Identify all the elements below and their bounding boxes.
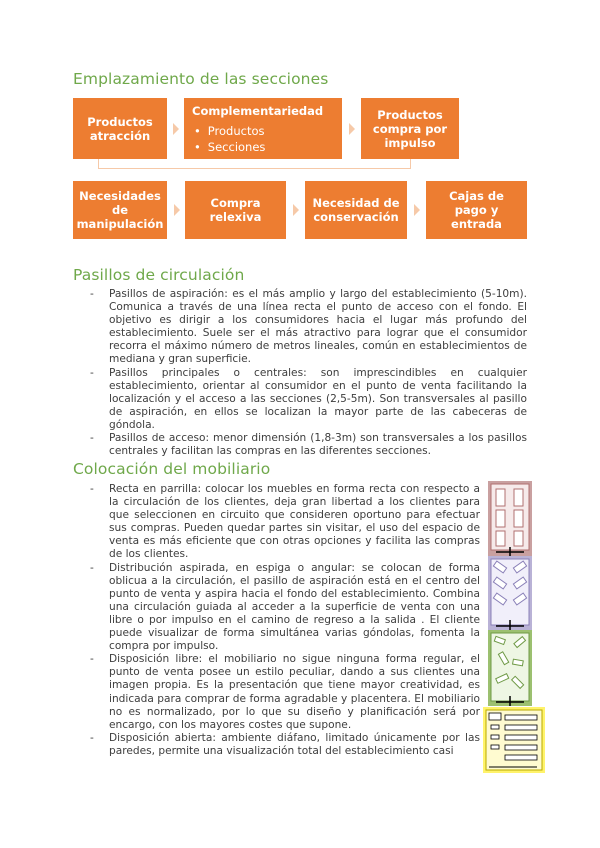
heading-pasillos: Pasillos de circulación	[73, 266, 245, 284]
store-layout-angular-icon	[488, 556, 532, 630]
flow-box-compra-relexiva	[185, 181, 286, 239]
list-item-text: Disposición abierta: ambiente diáfano, limitado únicamente por las paredes, permite una visualización total del establecimiento casi	[109, 731, 480, 757]
store-layout-open-icon	[483, 707, 545, 773]
store-layout-grid-icon	[488, 481, 532, 556]
list-dash: -	[90, 561, 94, 574]
list-item	[90, 367, 527, 432]
flow-box-label: Productos compra por impulso	[372, 107, 448, 150]
list-item-text: Distribución aspirada, en espiga o angular: se colocan de forma oblicua a la circulación, el pasillo de aspiración está en el centro del punto de venta y aspira hacia el fondo del establecimiento. Combina una circulación guiada al acceder a la superficie de venta con una libre o por impulso en el camino de regreso a la salida . El cliente puede visualizar de forma simultánea varias góndolas, fomenta la compra por impulso.	[109, 561, 480, 653]
flow-box-productos-atraccion	[73, 98, 167, 159]
flow-arrow	[349, 123, 355, 135]
list-item	[90, 732, 480, 758]
flow-arrow	[173, 123, 179, 135]
flow-box-label: Necesidades de manipulación	[76, 189, 164, 231]
list-dash: -	[90, 432, 94, 445]
flow-arrow	[414, 204, 420, 216]
flow-arrow	[174, 204, 180, 216]
flow-box-manipulacion	[73, 181, 167, 239]
list-item	[90, 483, 480, 562]
flow-connector	[98, 159, 411, 169]
list-item-text: Pasillos principales o centrales: son imprescindibles en cualquier establecimiento, orientar al consumidor en el punto de venta facilitando la localización y el acceso a las secciones (2,5-5m). Son transversales al pasillo de aspiración, en ellos se localizan la mayor parte de las cabeceras de góndola.	[109, 366, 527, 431]
list-item	[90, 288, 527, 367]
flow-box-label: Necesidad de conservación	[312, 196, 400, 224]
flow-box-bullet: • Productos	[192, 124, 334, 138]
list-item	[90, 432, 527, 458]
list-dash: -	[90, 366, 94, 379]
pasillos-list	[90, 288, 527, 458]
list-dash: -	[90, 731, 94, 744]
flow-box-complementariedad	[184, 98, 342, 159]
mobiliario-list	[90, 483, 480, 758]
flow-box-label: Productos atracción	[87, 114, 153, 143]
list-item-text: Disposición libre: el mobiliario no sigue ninguna forma regular, el punto de venta posee un estilo peculiar, dando a sus clientes una imagen propia. Es la presentación que tiene mayor creatividad, es indicada para comprar de forma agradable y placentera. El mobiliario no es normalizado, por lo que su diseño y planificación será por encargo, con los mayores costes que supone.	[109, 653, 480, 731]
flow-arrow	[293, 204, 299, 216]
list-dash: -	[90, 288, 94, 300]
flow-box-compra-impulso	[361, 98, 459, 159]
flow-box-cajas	[426, 181, 527, 239]
list-item-text: Pasillos de acceso: menor dimensión (1,8-3m) son transversales a los pasillos centrales y facilitan las compras en las diferentes secciones.	[109, 432, 527, 458]
list-item	[90, 562, 480, 654]
list-dash: -	[90, 483, 94, 495]
heading-colocacion: Colocación del mobiliario	[73, 460, 271, 478]
flow-box-label: Compra relexiva	[209, 196, 262, 224]
flow-box-conservacion	[305, 181, 407, 239]
list-item	[90, 653, 480, 732]
list-item-text: Pasillos de aspiración: es el más amplio y largo del establecimiento (5-10m). Comunica a través de una línea recta el punto de acceso con el fondo. El objetivo es dirigir a los consumidores hacia el lugar más profundo del establecimiento. Suele ser el más atractivo para lograr que el consumidor recorra el máximo número de metros lineales, común en establecimientos de mediana y gran superficie.	[109, 288, 527, 366]
flow-box-title: Complementariedad	[192, 104, 324, 118]
store-layout-free-icon	[488, 630, 532, 706]
flow-box-label: Cajas de pago y entrada	[449, 189, 504, 231]
heading-emplazamiento: Emplazamiento de las secciones	[73, 70, 329, 88]
list-dash: -	[90, 653, 94, 666]
list-item-text: Recta en parrilla: colocar los muebles en forma recta con respecto a la circulación de los clientes, deja gran libertad a los clientes para que seleccionen en circuito que consideren oportuno para efectuar sus compras. Pueden quedar partes sin visitar, el uso del espacio de venta es más eficiente que con otras opciones y facilita las compras de los clientes.	[109, 483, 480, 561]
flow-box-bullet: • Secciones	[192, 140, 334, 154]
